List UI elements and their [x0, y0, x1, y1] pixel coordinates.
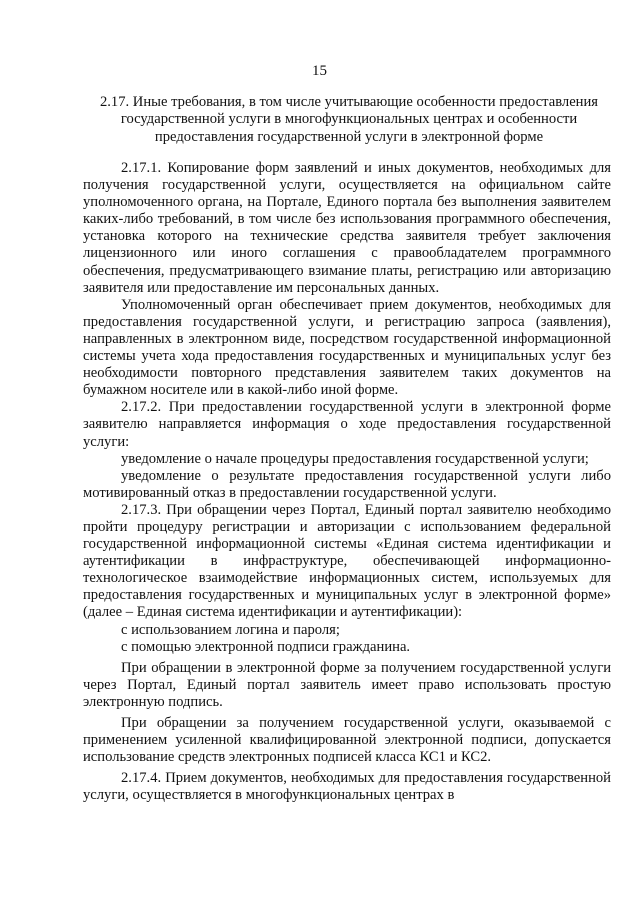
document-body — [83, 160, 611, 804]
paragraph-qualified-signature: При обращении за получением государственной услуги, оказываемой с применением усиленной квалифицированной электронной подписи, допускается использование средств электронных подписей класса КС1 и КС2. — [83, 715, 611, 766]
section-heading: 2.17. Иные требования, в том числе учитывающие особенности предоставления государственной услуги в многофункциональных центрах и особенности предоставления государственной услуги в электронной форме — [99, 94, 599, 145]
list-item-electronic-signature: с помощью электронной подписи гражданина. — [121, 638, 411, 655]
list-item-login-password: с использованием логина и пароля; — [121, 621, 340, 638]
list-item-start-notification: уведомление о начале процедуры предоставления государственной услуги; — [121, 450, 589, 467]
paragraph-2-17-1: 2.17.1. Копирование форм заявлений и иных документов, необходимых для получения государственной услуги, осуществляется на официальном сайте уполномоченного органа, на Портале, Единого портала без выполнения заявителем каких-либо требований, в том числе без использования программного обеспечения, установка которого на технические средства заявителя требует заключения лицензионного или иного соглашения с правообладателем программного обеспечения, предусматривающего взимание платы, регистрацию или авторизацию заявителя или предоставление им персональных данных. — [83, 160, 611, 296]
paragraph-2-17-2: 2.17.2. При предоставлении государственной услуги в электронной форме заявителю направляется информация о ходе предоставления государственной услуги: — [83, 399, 611, 450]
list-item-result-notification: уведомление о результате предоставления государственной услуги либо мотивированный отказ в предоставлении государственной услуги. — [83, 467, 611, 501]
page-number: 15 — [312, 63, 327, 79]
paragraph-2-17-4: 2.17.4. Прием документов, необходимых для предоставления государственной услуги, осуществляется в многофункциональных центрах в — [83, 770, 611, 804]
paragraph-simple-signature: При обращении в электронной форме за получением государственной услуги через Портал, Единый портал заявитель имеет право использовать простую электронную подпись. — [83, 659, 611, 710]
paragraph-2-17-3: 2.17.3. При обращении через Портал, Единый портал заявителю необходимо пройти процедуру регистрации и авторизации с использованием федеральной государственной информационной системы «Единая система идентификации и аутентификации в инфраструктуре, обеспечивающей информационно-технологическое взаимодействие информационных систем, используемых для предоставления государственных и муниципальных услуг в электронной форме» (далее – Единая система идентификации и аутентификации): — [83, 501, 611, 621]
paragraph-authority-acceptance: Уполномоченный орган обеспечивает прием документов, необходимых для предоставления государственной услуги, и регистрацию запроса (заявления), направленных в электронном виде, посредством государственной информационной системы учета хода предоставления государственных и муниципальных услуг без необходимости повторного представления заявителем таких документов на бумажном носителе или в какой-либо иной форме. — [83, 296, 611, 399]
